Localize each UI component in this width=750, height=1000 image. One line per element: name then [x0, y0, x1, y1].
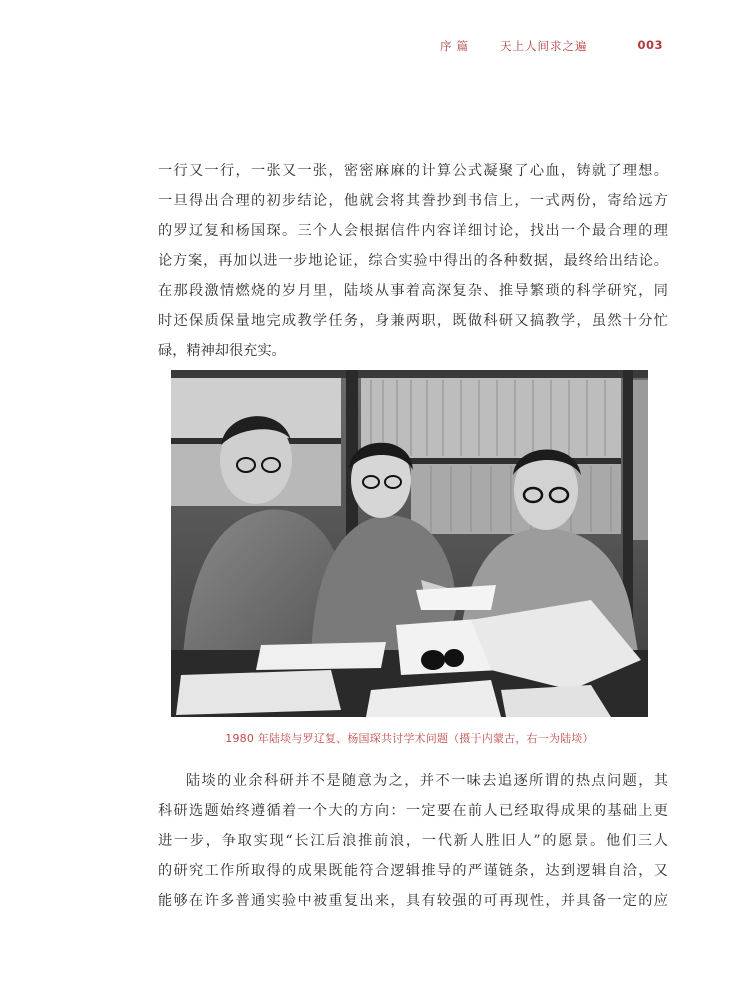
text-line: 能够在许多普通实验中被重复出来，具有较强的可再现性，并具备一定的应 [158, 893, 668, 909]
text-line: 一行又一行，一张又一张，密密麻麻的计算公式凝聚了心血，铸就了理想。 [158, 163, 668, 179]
photo-illustration [171, 370, 648, 717]
text-line: 在那段激情燃烧的岁月里，陆埮从事着高深复杂、推导繁琐的科学研究，同 [158, 283, 668, 299]
text-line: 陆埮的业余科研并不是随意为之，并不一味去追逐所谓的热点问题，其 [186, 773, 668, 789]
running-header [440, 38, 665, 56]
text-line: 碌，精神却很充实。 [158, 343, 286, 359]
text-line: 一旦得出合理的初步结论，他就会将其誊抄到书信上，一式两份，寄给远方 [158, 193, 668, 209]
body-paragraph-1 [158, 156, 668, 366]
section-label: 序篇 [440, 39, 473, 53]
body-paragraph-2 [158, 766, 668, 916]
photo-caption: 1980 年陆埮与罗辽复、杨国琛共讨学术问题（摄于内蒙古，右一为陆埮） [225, 732, 594, 745]
text-line: 的罗辽复和杨国琛。三个人会根据信件内容详细讨论，找出一个最合理的理 [158, 223, 668, 239]
text-line: 科研选题始终遵循着一个大的方向：一定要在前人已经取得成果的基础上更 [158, 803, 668, 819]
chapter-title: 天上人间求之遍 [500, 39, 588, 53]
text-line: 的研究工作所取得的成果既能符合逻辑推导的严谨链条，达到逻辑自洽，又 [158, 863, 668, 879]
historical-photo [171, 370, 648, 717]
text-line: 时还保质保量地完成教学任务，身兼两职，既做科研又搞教学，虽然十分忙 [158, 313, 668, 329]
text-line: 进一步，争取实现“长江后浪推前浪，一代新人胜旧人”的愿景。他们三人 [158, 833, 668, 849]
text-line: 论方案，再加以进一步地论证，综合实验中得出的各种数据，最终给出结论。 [158, 253, 668, 269]
page-number: 003 [637, 38, 663, 52]
